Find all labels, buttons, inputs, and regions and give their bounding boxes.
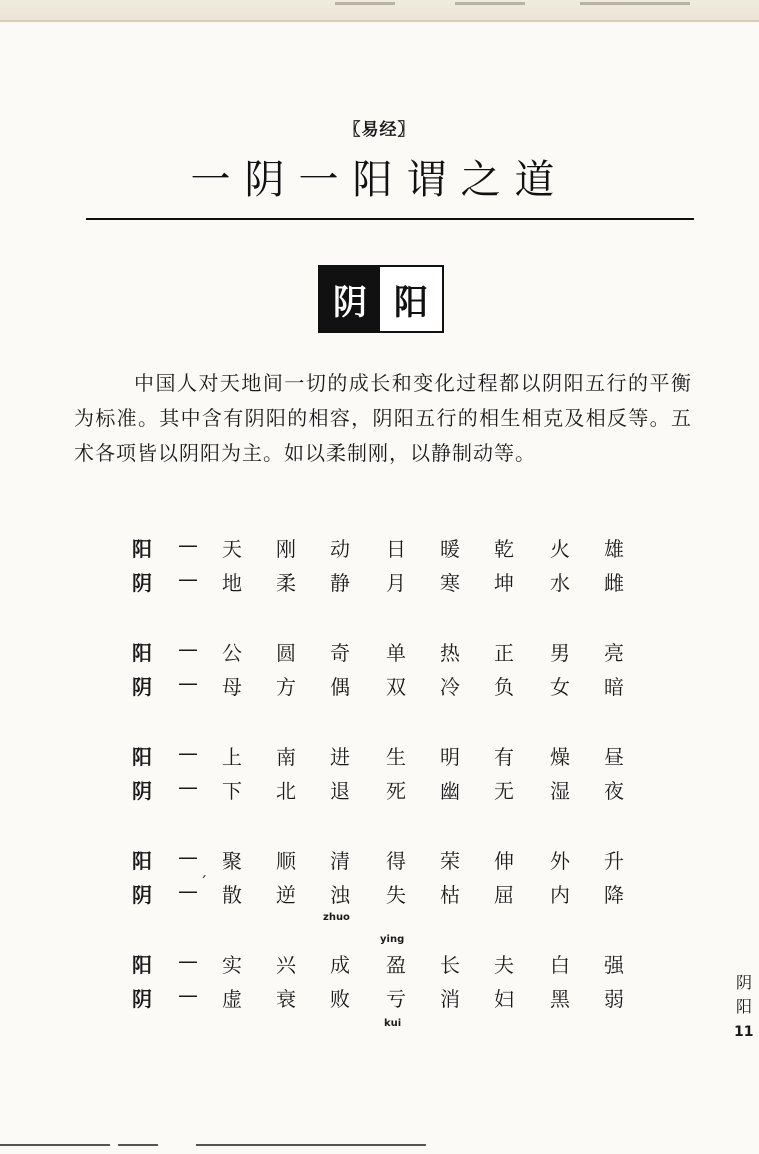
table-cell: 单 bbox=[386, 641, 406, 665]
pinyin-ying: ying bbox=[380, 934, 405, 945]
table-cell: 得 bbox=[386, 849, 406, 873]
table-cell: 虚 bbox=[222, 987, 242, 1011]
table-cell: 有 bbox=[494, 745, 514, 769]
table-cell: 亮 bbox=[604, 641, 624, 665]
pinyin-zhuo: zhuo bbox=[323, 912, 350, 923]
table-cell: 荣 bbox=[440, 849, 460, 873]
table-cell: 浊 bbox=[330, 883, 350, 907]
table-cell: 寒 bbox=[440, 571, 460, 595]
row-lead: 阴 bbox=[132, 571, 152, 595]
bottom-rule bbox=[0, 1144, 110, 1146]
row-dash: — bbox=[178, 741, 198, 765]
row-lead: 阴 bbox=[132, 883, 152, 907]
table-cell: 幽 bbox=[440, 779, 460, 803]
badge-yang: 阳 bbox=[380, 267, 442, 331]
table-cell: 湿 bbox=[550, 779, 570, 803]
table-cell: 燥 bbox=[550, 745, 570, 769]
table-cell: 黑 bbox=[550, 987, 570, 1011]
table-cell: 南 bbox=[276, 745, 296, 769]
row-lead: 阳 bbox=[132, 745, 152, 769]
table-cell: 柔 bbox=[276, 571, 296, 595]
table-cell: 无 bbox=[494, 779, 514, 803]
table-cell: 圆 bbox=[276, 641, 296, 665]
table-cell: 双 bbox=[386, 675, 406, 699]
table-cell: 日 bbox=[386, 537, 406, 561]
table-cell: 北 bbox=[276, 779, 296, 803]
table-cell: 静 bbox=[330, 571, 350, 595]
badge-yin: 阴 bbox=[320, 267, 380, 331]
table-cell: 刚 bbox=[276, 537, 296, 561]
page-title: 一阴一阳谓之道 bbox=[190, 157, 569, 203]
table-cell: 方 bbox=[276, 675, 296, 699]
stray-mark: ˊ bbox=[200, 875, 207, 891]
table-cell: 天 bbox=[222, 537, 242, 561]
table-cell: 雌 bbox=[604, 571, 624, 595]
table-cell: 散 bbox=[222, 883, 242, 907]
table-cell: 伸 bbox=[494, 849, 514, 873]
table-cell: 清 bbox=[330, 849, 350, 873]
row-dash: — bbox=[178, 775, 198, 799]
bottom-rule bbox=[118, 1144, 158, 1146]
table-cell: 强 bbox=[604, 953, 624, 977]
row-dash: — bbox=[178, 567, 198, 591]
table-cell: 衰 bbox=[276, 987, 296, 1011]
table-cell: 败 bbox=[330, 987, 350, 1011]
table-cell: 兴 bbox=[276, 953, 296, 977]
pinyin-kui: kui bbox=[384, 1018, 402, 1029]
row-dash: — bbox=[178, 533, 198, 557]
table-cell: 白 bbox=[550, 953, 570, 977]
table-cell: 上 bbox=[222, 745, 242, 769]
table-cell: 昼 bbox=[604, 745, 624, 769]
row-lead: 阴 bbox=[132, 779, 152, 803]
row-lead: 阴 bbox=[132, 675, 152, 699]
table-cell: 月 bbox=[386, 571, 406, 595]
row-dash: — bbox=[178, 949, 198, 973]
side-header-yin: 阴 bbox=[736, 973, 753, 992]
table-cell: 生 bbox=[386, 745, 406, 769]
scan-artifact bbox=[580, 2, 690, 5]
table-cell: 火 bbox=[550, 537, 570, 561]
table-cell: 明 bbox=[440, 745, 460, 769]
row-dash: — bbox=[178, 637, 198, 661]
table-cell: 坤 bbox=[494, 571, 514, 595]
table-cell: 退 bbox=[330, 779, 350, 803]
source-label: 〖易经〗 bbox=[343, 120, 416, 140]
table-cell: 失 bbox=[386, 883, 406, 907]
table-cell: 成 bbox=[330, 953, 350, 977]
table-cell: 负 bbox=[494, 675, 514, 699]
table-cell: 进 bbox=[330, 745, 350, 769]
table-cell: 暗 bbox=[604, 675, 624, 699]
table-cell: 夫 bbox=[494, 953, 514, 977]
table-cell: 升 bbox=[604, 849, 624, 873]
intro-paragraph: 中国人对天地间一切的成长和变化过程都以阴阳五行的平衡为标准。其中含有阴阳的相容，阴阳五行的相生相克及相反等。五术各项皆以阴阳为主。如以柔制刚，以静制动等。 bbox=[74, 371, 692, 465]
bottom-rule bbox=[196, 1144, 426, 1146]
row-dash: — bbox=[178, 983, 198, 1007]
table-cell: 雄 bbox=[604, 537, 624, 561]
table-cell: 屈 bbox=[494, 883, 514, 907]
scan-artifact bbox=[335, 2, 395, 5]
row-lead: 阴 bbox=[132, 987, 152, 1011]
yin-yang-badge bbox=[318, 265, 444, 333]
table-cell: 实 bbox=[222, 953, 242, 977]
table-cell: 妇 bbox=[494, 987, 514, 1011]
row-lead: 阳 bbox=[132, 849, 152, 873]
table-cell: 死 bbox=[386, 779, 406, 803]
scan-artifact bbox=[455, 2, 525, 5]
table-cell: 枯 bbox=[440, 883, 460, 907]
row-lead: 阳 bbox=[132, 641, 152, 665]
table-cell: 母 bbox=[222, 675, 242, 699]
table-cell: 正 bbox=[494, 641, 514, 665]
table-cell: 消 bbox=[440, 987, 460, 1011]
table-cell: 热 bbox=[440, 641, 460, 665]
table-cell: 外 bbox=[550, 849, 570, 873]
table-cell: 弱 bbox=[604, 987, 624, 1011]
table-cell: 冷 bbox=[440, 675, 460, 699]
side-header-yang: 阳 bbox=[736, 997, 753, 1016]
table-cell: 盈 bbox=[386, 953, 406, 977]
table-cell: 下 bbox=[222, 779, 242, 803]
table-cell: 公 bbox=[222, 641, 242, 665]
page-number: 11 bbox=[734, 1024, 754, 1040]
table-cell: 聚 bbox=[222, 849, 242, 873]
table-cell: 女 bbox=[550, 675, 570, 699]
table-cell: 逆 bbox=[276, 883, 296, 907]
table-cell: 降 bbox=[604, 883, 624, 907]
table-cell: 水 bbox=[550, 571, 570, 595]
row-lead: 阳 bbox=[132, 953, 152, 977]
row-dash: — bbox=[178, 671, 198, 695]
title-divider bbox=[86, 218, 694, 220]
table-cell: 乾 bbox=[494, 537, 514, 561]
row-dash: — bbox=[178, 845, 198, 869]
table-cell: 地 bbox=[222, 571, 242, 595]
row-lead: 阳 bbox=[132, 537, 152, 561]
table-cell: 内 bbox=[550, 883, 570, 907]
row-dash: — bbox=[178, 879, 198, 903]
table-cell: 夜 bbox=[604, 779, 624, 803]
table-cell: 动 bbox=[330, 537, 350, 561]
table-cell: 长 bbox=[440, 953, 460, 977]
table-cell: 顺 bbox=[276, 849, 296, 873]
table-cell: 奇 bbox=[330, 641, 350, 665]
table-cell: 暖 bbox=[440, 537, 460, 561]
table-cell: 男 bbox=[550, 641, 570, 665]
table-cell: 偶 bbox=[330, 675, 350, 699]
table-cell: 亏 bbox=[386, 987, 406, 1011]
